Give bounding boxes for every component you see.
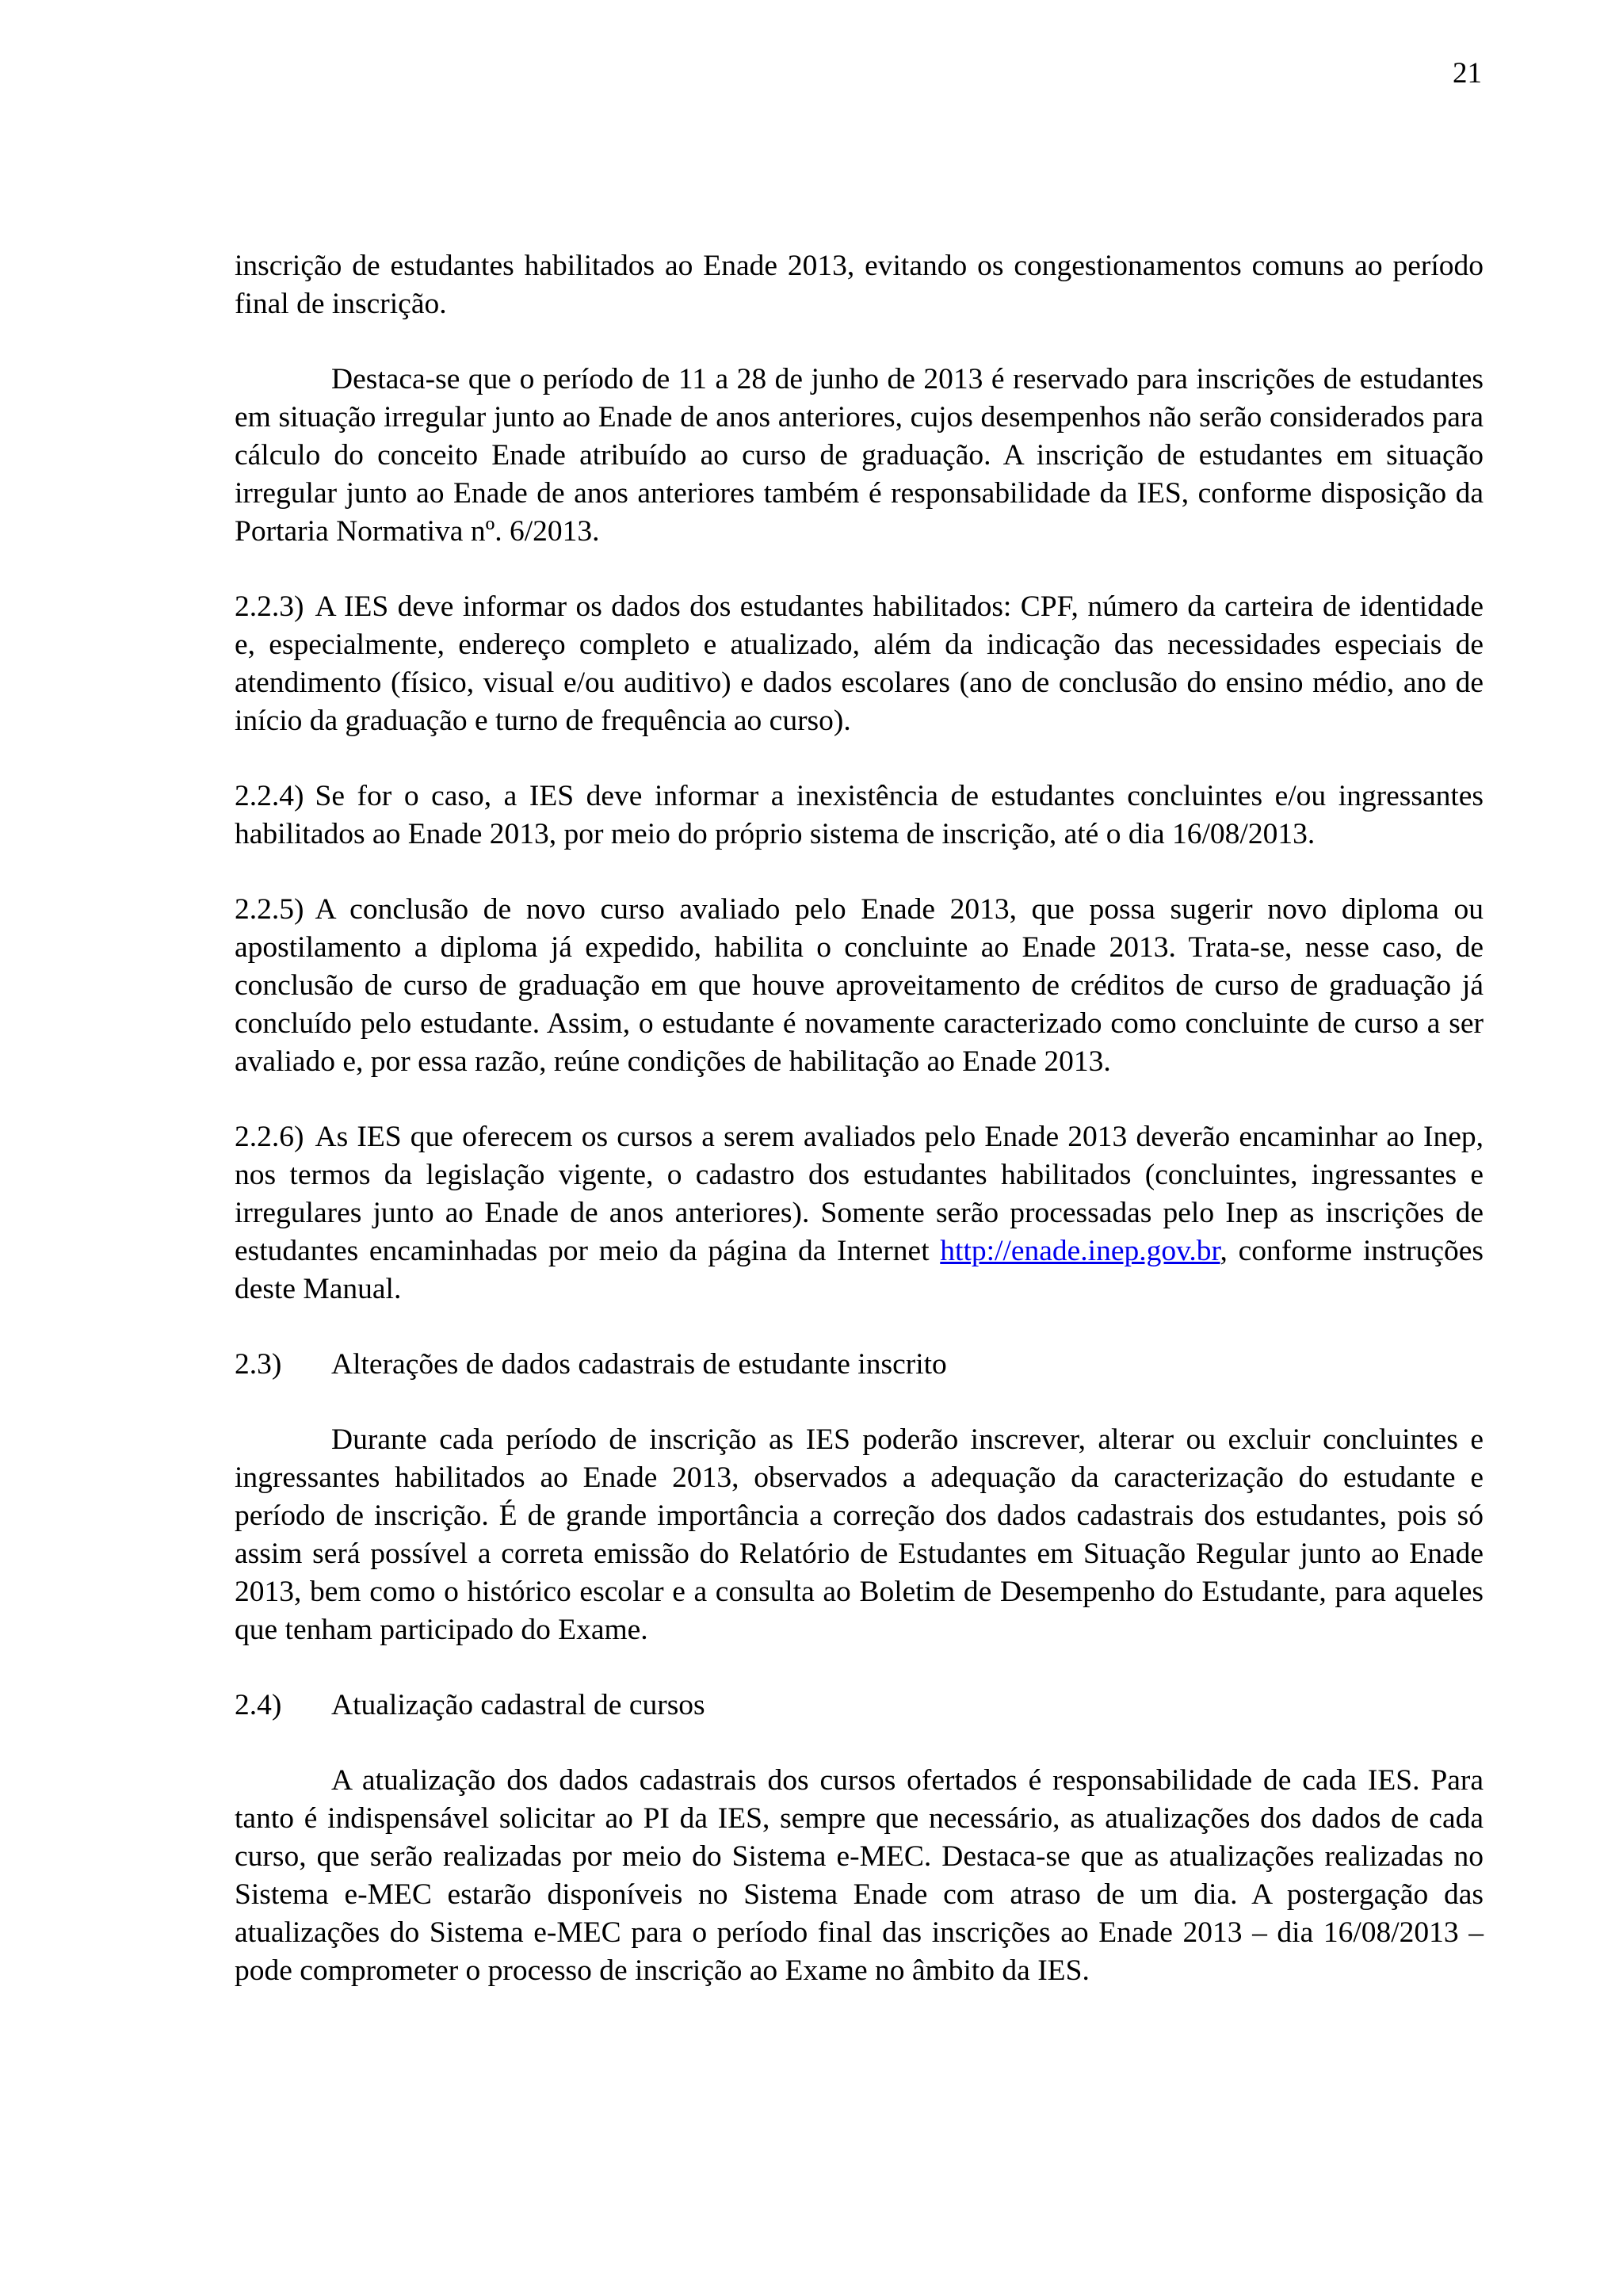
section-2-2-4 [235, 777, 1484, 854]
heading-title: Alterações de dados cadastrais de estudante inscrito [331, 1348, 947, 1381]
heading-number: 2.3) [235, 1348, 282, 1381]
heading-2-3 [235, 1346, 1484, 1384]
section-text: As IES que oferecem os cursos a serem avaliados pelo Enade 2013 deverão encaminhar ao Inep, nos termos da legislação vigente, o cadastro dos estudantes habilitados (concluintes, ingressantes e irregulares junto ao Enade de anos anteriores). Somente serão processadas pelo Inep as inscrições de estudantes encaminhadas por meio da página da Internet [235, 1121, 1484, 1267]
heading-number: 2.4) [235, 1689, 282, 1721]
section-number: 2.2.5) [235, 893, 304, 926]
paragraph-data-changes: Durante cada período de inscrição as IES poderão inscrever, alterar ou excluir concluintes e ingressantes habilitados ao Enade 2013, observados a adequação da caracterização do estudante e período de inscrição. É de grande importância a correção dos dados cadastrais dos estudantes, pois só assim será possível a correta emissão do Relatório de Estudantes em Situação Regular junto ao Enade 2013, bem como o histórico escolar e a consulta ao Boletim de Desempenho do Estudante, para aqueles que tenham participado do Exame. [235, 1423, 1484, 1646]
section-number: 2.2.4) [235, 780, 304, 812]
enade-link[interactable]: http://enade.inep.gov.br [940, 1235, 1220, 1267]
section-2-2-3 [235, 588, 1484, 740]
heading-2-4 [235, 1687, 1484, 1725]
section-2-2-6 [235, 1118, 1484, 1308]
section-number: 2.2.3) [235, 590, 304, 623]
section-text-end: , conforme instruções deste Manual. [235, 1235, 1484, 1305]
paragraph-irregular-registration: Destaca-se que o período de 11 a 28 de junho de 2013 é reservado para inscrições de estudantes em situação irregular junto ao Enade de anos anteriores, cujos desempenhos não serão considerados para cálculo do conceito Enade atribuído ao curso de graduação. A inscrição de estudantes em situação irregular junto ao Enade de anos anteriores também é responsabilidade da IES, conforme disposição da Portaria Normativa nº. 6/2013. [235, 363, 1484, 548]
page-number: 21 [1453, 57, 1482, 90]
document-body [235, 247, 1484, 2027]
section-text: A conclusão de novo curso avaliado pelo Enade 2013, que possa sugerir novo diploma ou apostilamento a diploma já expedido, habilita o concluinte ao Enade 2013. Trata-se, nesse caso, de conclusão de curso de graduação em que houve aproveitamento de créditos de curso de graduação já concluído pelo estudante. Assim, o estudante é novamente caracterizado como concluinte de curso a ser avaliado e, por essa razão, reúne condições de habilitação ao Enade 2013. [235, 893, 1484, 1078]
section-number: 2.2.6) [235, 1121, 304, 1153]
section-text: Se for o caso, a IES deve informar a inexistência de estudantes concluintes e/ou ingressantes habilitados ao Enade 2013, por meio do próprio sistema de inscrição, até o dia 16/08/2013. [235, 780, 1484, 850]
section-2-2-5 [235, 891, 1484, 1081]
heading-title: Atualização cadastral de cursos [331, 1689, 705, 1721]
paragraph-continuation: inscrição de estudantes habilitados ao Enade 2013, evitando os congestionamentos comuns ao período final de inscrição. [235, 250, 1484, 320]
section-text: A IES deve informar os dados dos estudantes habilitados: CPF, número da carteira de identidade e, especialmente, endereço completo e atualizado, além da indicação das necessidades especiais de atendimento (físico, visual e/ou auditivo) e dados escolares (ano de conclusão do ensino médio, ano de início da graduação e turno de frequência ao curso). [235, 590, 1484, 737]
paragraph-course-update: A atualização dos dados cadastrais dos cursos ofertados é responsabilidade de cada IES. Para tanto é indispensável solicitar ao PI da IES, sempre que necessário, as atualizações dos dados de cada curso, que serão realizadas por meio do Sistema e-MEC. Destaca-se que as atualizações realizadas no Sistema e-MEC estarão disponíveis no Sistema Enade com atraso de um dia. A postergação das atualizações do Sistema e-MEC para o período final das inscrições ao Enade 2013 – dia 16/08/2013 – pode comprometer o processo de inscrição ao Exame no âmbito da IES. [235, 1764, 1484, 1987]
